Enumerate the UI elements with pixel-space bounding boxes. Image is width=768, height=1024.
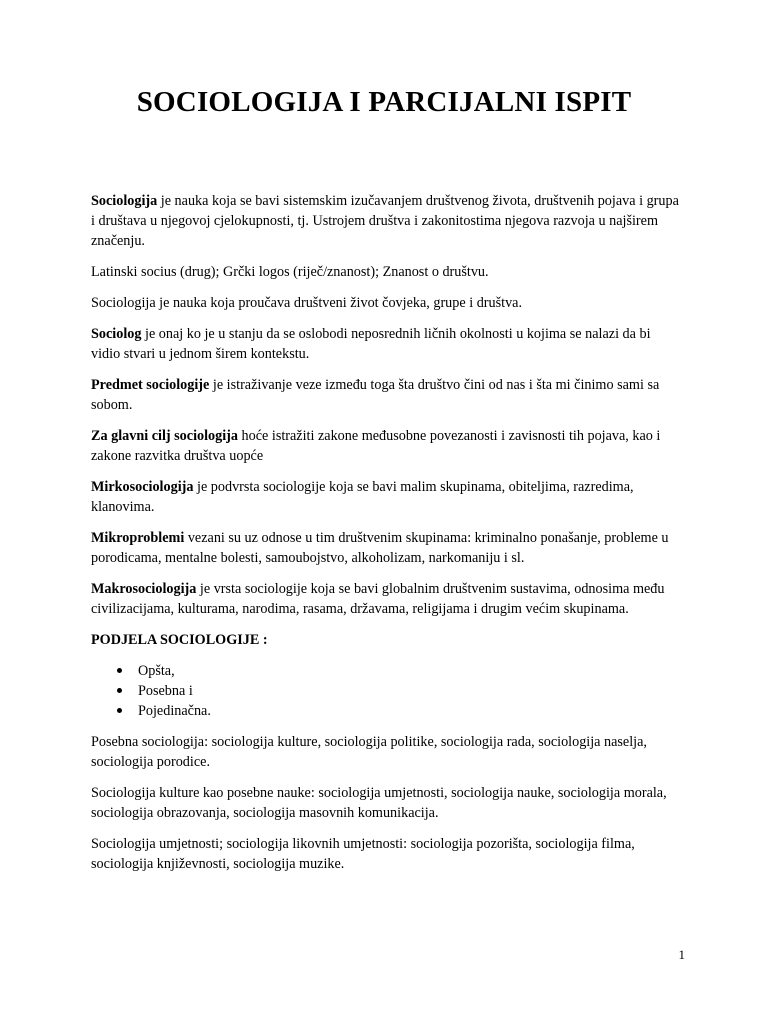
list-item	[91, 661, 681, 681]
paragraph-posebna: Posebna sociologija: sociologija kulture, sociologija politike, sociologija rada, sociologija naselja, sociologija porodice.	[91, 734, 647, 770]
list-item	[91, 681, 681, 701]
paragraph-text: je podvrsta sociologije koja se bavi malim skupinama, obiteljima, razredima, klanovima.	[91, 479, 634, 515]
bullet-icon	[117, 688, 122, 693]
document-body	[91, 191, 681, 885]
paragraph-text: je onaj ko je u stanju da se oslobodi neposrednih ličnih okolnosti u kojima se nalazi da bi vidio stvari u jednom širem kontekstu.	[91, 326, 651, 362]
paragraph-definition	[91, 191, 681, 251]
list-item-label: Opšta,	[138, 663, 175, 679]
paragraph-etymology	[91, 262, 681, 282]
list-item-label: Posebna i	[138, 683, 193, 699]
paragraph-text: je vrsta sociologije koja se bavi globalnim društvenim sustavima, odnosima među civilizacijama, kulturama, narodima, rasama, državama, religijama i drugim većim skupinama.	[91, 581, 665, 617]
paragraph-bold-term: Makrosociologija	[91, 581, 197, 597]
bullet-icon	[117, 708, 122, 713]
paragraph-text: je nauka koja se bavi sistemskim izučavanjem društvenog života, društvenih pojava i grupa i društava u njegovoj cjelokupnosti, tj. Ustrojem društva i zakonitostima njegova razvoja u najširem značenju.	[91, 193, 679, 249]
paragraph-umjetnost: Sociologija umjetnosti; sociologija likovnih umjetnosti: sociologija pozorišta, sociologija filma, sociologija književnosti, sociologija muzike.	[91, 836, 635, 872]
paragraph-text: je istraživanje veze između toga šta društvo čini od nas i šta mi činimo sami sa sobom.	[91, 377, 660, 413]
section-heading-division: PODJELA SOCIOLOGIJE :	[91, 632, 268, 648]
paragraph-mikrosociologija	[91, 477, 681, 517]
paragraph-sociolog	[91, 324, 681, 364]
paragraph-bold-term: Mikroproblemi	[91, 530, 185, 546]
paragraph-text: vezani su uz odnose u tim društvenim skupinama: kriminalno ponašanje, probleme u porodicama, mentalne bolesti, samoubojstvo, alkoholizam, narkomaniju i sl.	[91, 530, 669, 566]
paragraph-text: hoće istražiti zakone međusobne povezanosti i zavisnosti tih pojava, kao i zakone razvitka društva uopće	[91, 428, 661, 464]
paragraph-bold-term: Za glavni cilj sociologija	[91, 428, 238, 444]
paragraph-bold-term: Predmet sociologije	[91, 377, 210, 393]
paragraph-makrosociologija	[91, 579, 681, 619]
list-item-label: Pojedinačna.	[138, 703, 211, 719]
list-item	[91, 701, 681, 721]
paragraph-text: Latinski socius (drug); Grčki logos (riječ/znanost); Znanost o društvu.	[91, 264, 489, 280]
bullet-icon	[117, 668, 122, 673]
paragraph-cilj	[91, 426, 681, 466]
paragraph-text: Sociologija je nauka koja proučava društveni život čovjeka, grupe i društva.	[91, 295, 523, 311]
paragraph-study-scope	[91, 293, 681, 313]
paragraph-kultura: Sociologija kulture kao posebne nauke: sociologija umjetnosti, sociologija nauke, sociologija morala, sociologija obrazovanja, sociologija masovnih komunikacija.	[91, 785, 667, 821]
division-list	[91, 661, 681, 721]
page-number: 1	[678, 947, 685, 962]
document-title: SOCIOLOGIJA I PARCIJALNI ISPIT	[136, 86, 632, 118]
paragraph-bold-term: Sociolog	[91, 326, 142, 342]
paragraph-bold-term: Mirkosociologija	[91, 479, 194, 495]
paragraph-bold-term: Sociologija	[91, 193, 158, 209]
paragraph-mikroproblemi	[91, 528, 681, 568]
paragraph-predmet	[91, 375, 681, 415]
